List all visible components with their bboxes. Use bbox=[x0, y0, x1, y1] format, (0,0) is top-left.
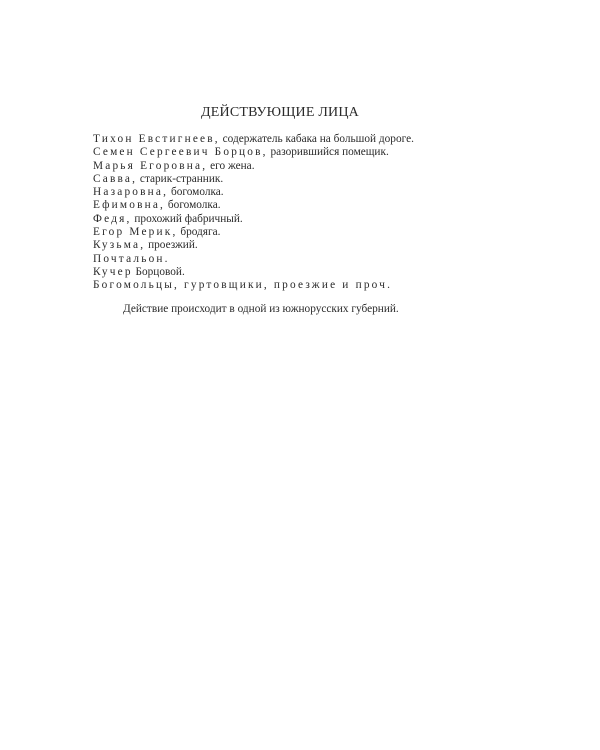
character-name: Богомольцы, гуртовщики, проезжие и проч. bbox=[93, 279, 393, 292]
cast-item bbox=[93, 186, 414, 199]
character-name: Егор Мерик, bbox=[93, 226, 178, 239]
character-name: Назаровна, bbox=[93, 186, 169, 199]
character-description: прохожий фабричный. bbox=[131, 212, 243, 225]
setting-note: Действие происходит в одной из южнорусских губерний. bbox=[123, 303, 399, 315]
cast-item bbox=[93, 160, 414, 173]
cast-item bbox=[93, 199, 414, 212]
cast-item bbox=[93, 239, 414, 252]
character-name: Федя, bbox=[93, 212, 132, 225]
character-description: его жена. bbox=[207, 159, 255, 172]
character-description: бродяга. bbox=[177, 226, 221, 239]
character-description: разорившийся помещик. bbox=[267, 146, 389, 159]
cast-item bbox=[93, 279, 414, 292]
cast-item bbox=[93, 253, 414, 266]
character-description: проезжий. bbox=[145, 239, 198, 252]
cast-item bbox=[93, 146, 414, 159]
character-description: богомолка. bbox=[165, 199, 221, 212]
character-name: Кузьма, bbox=[93, 239, 146, 252]
character-description: содержатель кабака на большой дороге. bbox=[219, 133, 414, 145]
page-title: ДЕЙСТВУЮЩИЕ ЛИЦА bbox=[201, 105, 359, 120]
cast-item bbox=[93, 173, 414, 186]
character-name: Ефимовна, bbox=[93, 199, 166, 212]
character-name: Тихон Евстигнеев, bbox=[93, 133, 220, 145]
character-description: старик-странник. bbox=[137, 172, 224, 185]
character-name: Савва, bbox=[93, 172, 138, 185]
character-description: Борцовой. bbox=[132, 265, 185, 278]
cast-item bbox=[93, 226, 414, 239]
character-name: Марья Егоровна, bbox=[93, 159, 208, 172]
cast-item bbox=[93, 213, 414, 226]
cast-list bbox=[93, 133, 414, 293]
cast-item bbox=[93, 266, 414, 279]
character-description: богомолка. bbox=[168, 186, 224, 199]
character-name: Почтальон. bbox=[93, 252, 170, 265]
cast-item bbox=[93, 133, 414, 146]
character-name: Семен Сергеевич Борцов, bbox=[93, 146, 268, 159]
character-name: Кучер bbox=[93, 265, 133, 278]
